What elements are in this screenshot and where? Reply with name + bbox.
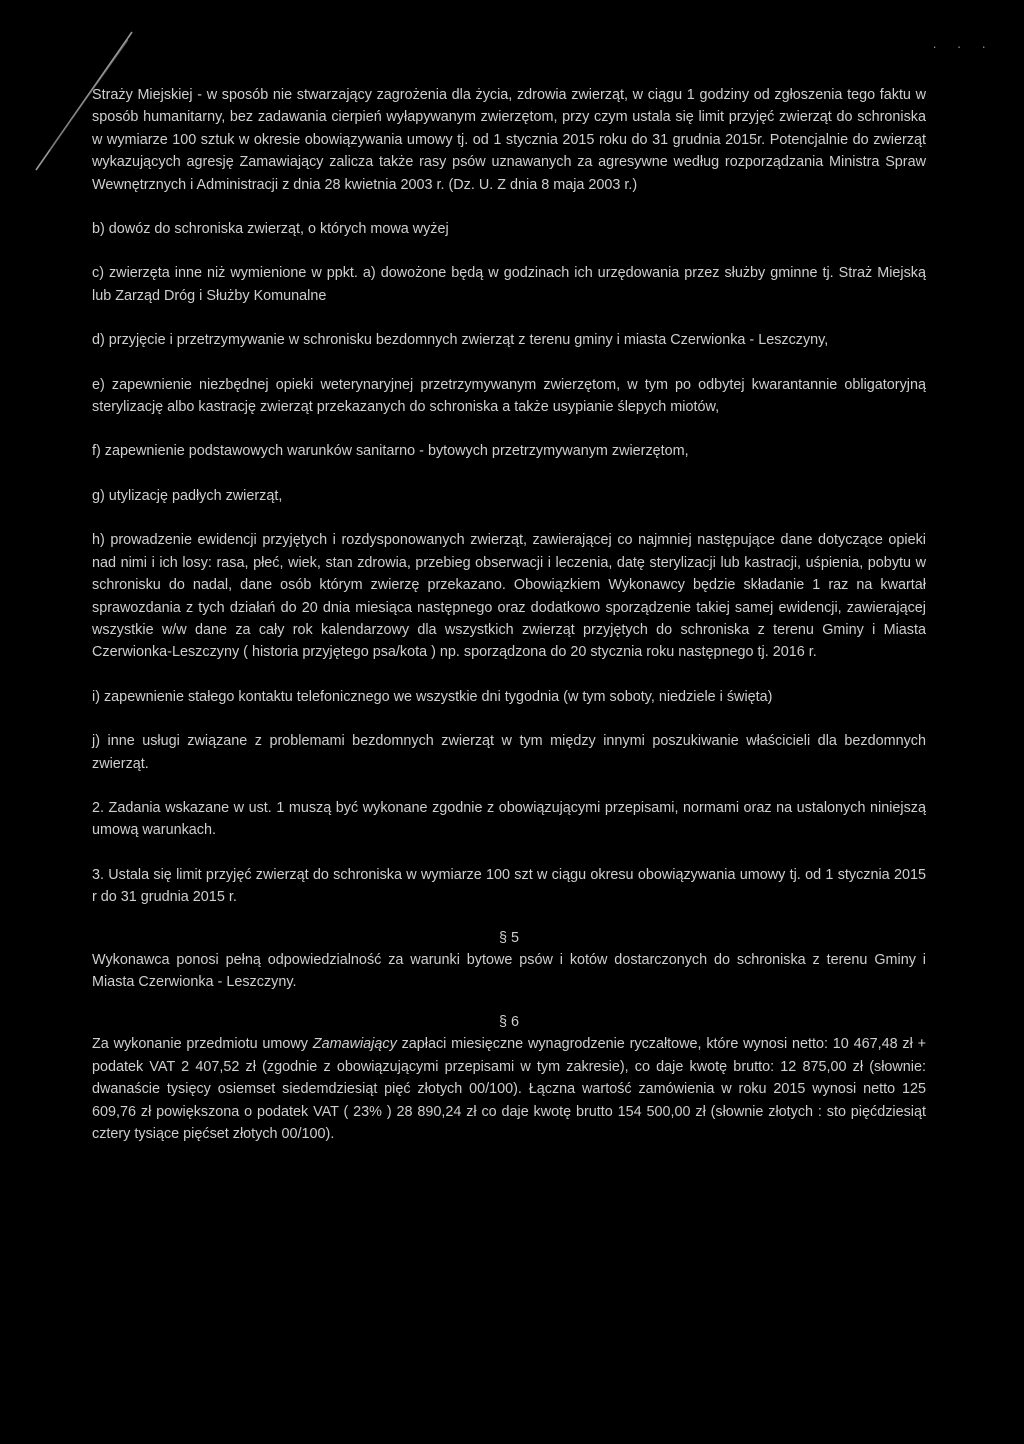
paragraph-item-d: d) przyjęcie i przetrzymywanie w schronisku bezdomnych zwierząt z terenu gminy i miasta Czerwionka - Leszczyny,	[92, 332, 829, 349]
section-6-text	[92, 1033, 926, 1145]
paragraph-intro: Straży Miejskiej - w sposób nie stwarzający zagrożenia dla życia, zdrowia zwierząt, w ciągu 1 godziny od zgłoszenia tego faktu w sposób humanitarny, bez zadawania cierpień wyłapywanym zwierzętom, przy czym ustala się limit przyjęć zwierząt do schroniska w wymiarze 100 sztuk w okresie obowiązywania umowy tj. od 1 stycznia 2015 roku do 31 grudnia 2015r. Potencjalnie do zwierząt wykazujących agresję Zamawiający zalicza także rasy psów uznawanych za agresywne według rozporządzania Ministra Spraw Wewnętrznych i Administracji z dnia 28 kwietnia 2003 r. (Dz. U. Z dnia 8 maja 2003 r.)	[92, 87, 930, 193]
section-5-text: Wykonawca ponosi pełną odpowiedzialność za warunki bytowe psów i kotów dostarczonych do schroniska z terenu Gminy i Miasta Czerwionka - Leszczyny.	[92, 951, 926, 990]
document-body	[92, 84, 930, 1163]
paragraph-item-g: g) utylizację padłych zwierząt,	[92, 487, 283, 504]
paragraph-item-j: j) inne usługi związane z problemami bezdomnych zwierząt w tym między innymi poszukiwanie właścicieli dla bezdomnych zwierząt.	[92, 733, 930, 772]
paragraph-item-f: f) zapewnienie podstawowych warunków sanitarno - bytowych przetrzymywanym zwierzętom,	[92, 443, 689, 460]
paragraph-point-3: 3. Ustala się limit przyjęć zwierząt do schroniska w wymiarze 100 szt w ciągu okresu obowiązywania umowy tj. od 1 stycznia 2015 r do 31 grudnia 2015 r.	[92, 866, 930, 906]
scan-specks: · · ·	[932, 38, 994, 54]
paragraph-item-c: c) zwierzęta inne niż wymienione w ppkt. a) dowożone będą w godzinach ich urzędowania przez służby gminne tj. Straż Miejską lub Zarząd Dróg i Służby Komunalne	[92, 265, 930, 304]
section-6-heading: § 6	[498, 1014, 519, 1031]
section-6-text-after: zapłaci miesięczne wynagrodzenie ryczałtowe, które wynosi netto: 10 467,48 zł + podatek VAT 2 407,52 zł (zgodnie z obowiązującymi przepisami w tym zakresie), co daje kwotę brutto: 12 875,00 zł (słownie: dwanaście tysięcy osiemset siedemdziesiąt pięć złotych 00/100). Łączna wartość zamówienia w roku 2015 wynosi netto 125 609,76 zł powiększona o podatek VAT ( 23% ) 28 890,24 zł co daje kwotę brutto 154 500,00 zł (słownie złotych : sto pięćdziesiąt cztery tysiące pięćset złotych 00/100).	[92, 1036, 926, 1142]
paragraph-point-2: 2. Zadania wskazane w ust. 1 muszą być wykonane zgodnie z obowiązującymi przepisami, normami oraz na ustalonych niniejszą umową warunkach.	[92, 799, 930, 839]
paragraph-item-h: h) prowadzenie ewidencji przyjętych i rozdysponowanych zwierząt, zawierającej co najmniej następujące dane dotyczące opieki nad nimi i ich losy: rasa, płeć, wiek, stan zdrowia, przebieg obserwacji i leczenia, datę sterylizacji lub kastracji, uśpienia, pobytu w schronisku do nadal, dane osób którym zwierzę przekazano. Obowiązkiem Wykonawcy będzie składanie 1 raz na kwartał sprawozdania z tych działań do 20 dnia miesiąca następnego oraz dodatkowo sporządzenie takiej samej ewidencji, zawierającej wszystkie w/w dane za cały rok kalendarzowy dla wszystkich zwierząt przyjętych do schroniska z terenu Gminy i Miasta Czerwionka-Leszczyny ( historia przyjętego psa/kota ) np. sporządzona do 20 stycznia roku następnego tj. 2016 r.	[92, 532, 930, 661]
paragraph-item-b: b) dowóz do schroniska zwierząt, o których mowa wyżej	[92, 221, 449, 238]
section-6-text-italic: Zamawiający	[312, 1036, 397, 1053]
paragraph-item-e: e) zapewnienie niezbędnej opieki weterynaryjnej przetrzymywanym zwierzętom, w tym po odbytej kwarantannie obligatoryjną sterylizację albo kastrację zwierząt przekazanych do schroniska a także usypianie ślepych miotów,	[92, 376, 930, 416]
section-5-heading: § 5	[498, 929, 519, 946]
paragraph-item-i: i) zapewnienie stałego kontaktu telefonicznego we wszystkie dni tygodnia (w tym soboty, niedziele i święta)	[92, 688, 773, 705]
section-6-text-before: Za wykonanie przedmiotu umowy	[92, 1036, 313, 1053]
